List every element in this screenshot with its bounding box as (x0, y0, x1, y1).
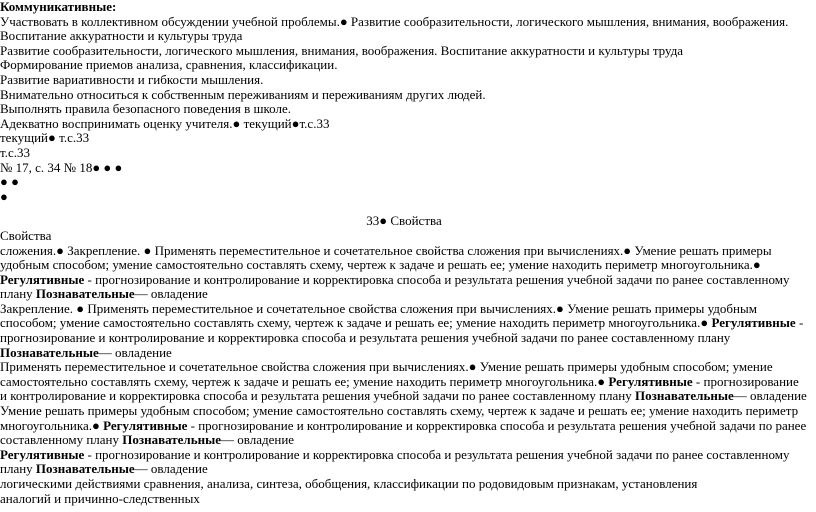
paragraph-text: сложения.● Закрепление. ● Применять переместительное и сочетательное свойства сложения при вычислениях.● Умение решать примеры удобным способом; умение самостоятельно составлять схему, чертеж к задаче и решать ее; умение находить периметр многоугольника.● (0, 242, 772, 273)
text-line: т.с.33 (0, 144, 30, 160)
section-heading: Коммуникативные: (0, 0, 117, 14)
bold-label-regulative: Регулятивные (0, 446, 85, 462)
text-line: Участвовать в коллективном обсуждении учебной проблемы.● Развитие сообразительности, логического мышления, внимания, воображения. Воспитание аккуратности и культуры труда (0, 13, 789, 44)
paragraph-text: Умение решать примеры удобным способом; умение самостоятельно составлять схему, чертеж к задаче и решать ее; умение находить периметр многоугольника.● (0, 403, 799, 433)
paragraph-text: — овладение (134, 286, 208, 302)
paragraph-text: - прогнозирование и контролирование и корректировка способа и результата решения учебной задачи по ранее составленному плану (0, 373, 799, 404)
text-line: аналогий и причинно-следственных (0, 490, 200, 506)
paragraph-text: Применять переместительное и сочетательное свойства сложения при вычислениях.● Умение решать примеры удобным способом; умение самостоятельно составлять схему, чертеж к задаче и решать ее; умение находить периметр многоугольника.● (0, 359, 773, 389)
paragraph (0, 302, 808, 360)
paragraph (0, 404, 808, 448)
bold-label-regulative: Регулятивные (0, 271, 85, 287)
bold-label-cognitive: Познавательные (35, 286, 135, 302)
paragraph-text: - прогнозирование и контролирование и корректировка способа и результата решения учебной задачи по ранее составленному плану (0, 446, 790, 477)
paragraph-text: - прогнозирование и контролирование и корректировка способа и результата решения учебной задачи по ранее составленному плану (0, 417, 807, 448)
text-line: Развитие вариативности и гибкости мышления. (0, 71, 264, 87)
text-line: ● ● (0, 174, 19, 190)
paragraph-text: — овладение (221, 432, 295, 448)
bold-label-regulative: Регулятивные (608, 373, 693, 389)
paragraph (0, 448, 808, 477)
text-line: Адекватно воспринимать оценку учителя.● текущий●т.с.33 (0, 115, 330, 131)
paragraph (0, 360, 808, 404)
bold-label-regulative: Регулятивные (103, 417, 188, 433)
text-line: Свойства (0, 227, 52, 243)
text-line: Внимательно относиться к собственным переживаниям и переживаниям других людей. (0, 86, 486, 102)
paragraph-text: - прогнозирование и контролирование и корректировка способа и результата решения учебной задачи по ранее составленному плану (0, 315, 804, 346)
bold-label-cognitive: Познавательные (35, 461, 135, 477)
bold-label-cognitive: Познавательные (0, 344, 99, 360)
text-line: текущий● т.с.33 (0, 130, 90, 146)
bold-label-cognitive: Познавательные (635, 388, 734, 404)
text-line: Развитие сообразительности, логического мышления, внимания, воображения. Воспитание аккуратности и культуры труда (0, 42, 684, 58)
paragraph-text: — овладение (98, 344, 172, 360)
paragraph (0, 244, 808, 302)
centered-title: 33● Свойства (366, 213, 442, 229)
text-line: Формирование приемов анализа, сравнения, классификации. (0, 57, 338, 73)
bold-label-regulative: Регулятивные (711, 315, 796, 331)
paragraph-text: Закрепление. ● Применять переместительное и сочетательное свойства сложения при вычислениях.● Умение решать примеры удобным способом; умение самостоятельно составлять схему, чертеж к задаче и решать ее; умение находить периметр многоугольника.● (0, 300, 757, 331)
text-line: логическими действиями сравнения, анализа, синтеза, обобщения, классификации по родовидовым признакам, установления (0, 476, 698, 491)
paragraph-text: — овладение (134, 461, 208, 477)
text-line: ● (0, 188, 8, 204)
text-line: Выполнять правила безопасного поведения в школе. (0, 101, 291, 117)
paragraph-text: - прогнозирование и контролирование и корректировка способа и результата решения учебной задачи по ранее составленному плану (0, 271, 790, 302)
text-line: № 17, с. 34 № 18● ● ● (0, 159, 123, 175)
paragraph-text: — овладение (733, 388, 807, 404)
bold-label-cognitive: Познавательные (122, 432, 222, 448)
